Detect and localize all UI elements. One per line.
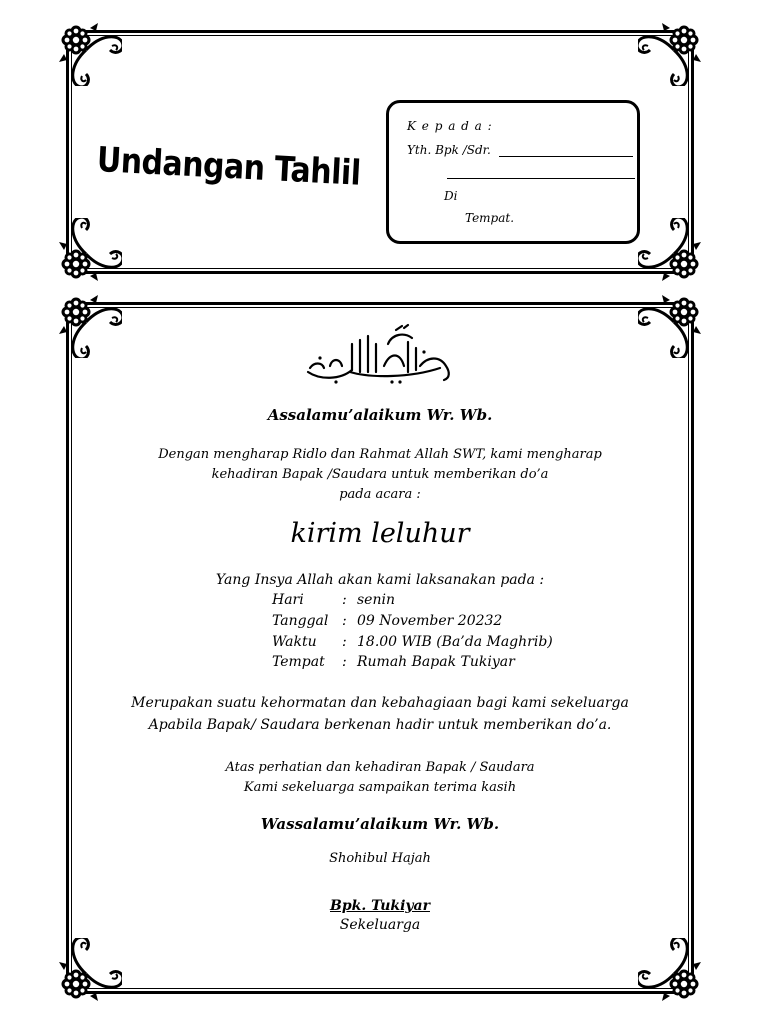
thanks-line-1: Atas perhatian dan kehadiran Bapak / Saudara bbox=[225, 760, 535, 775]
detail-value: 18.00 WIB (Ba’da Maghrib) bbox=[357, 634, 553, 650]
salam-closing: Wassalamu’alaikum Wr. Wb. bbox=[260, 815, 500, 833]
floral-corner-icon bbox=[638, 292, 704, 358]
detail-value: 09 November 20232 bbox=[357, 613, 503, 629]
recipient-line-2 bbox=[447, 165, 635, 179]
recipient-line bbox=[407, 143, 633, 157]
floral-corner-icon bbox=[638, 938, 704, 1004]
detail-value: Rumah Bapak Tukiyar bbox=[357, 654, 515, 670]
detail-row-tanggal bbox=[272, 613, 502, 629]
detail-label: Waktu bbox=[272, 634, 317, 650]
detail-value: senin bbox=[357, 592, 395, 608]
detail-label: Tanggal bbox=[272, 613, 329, 629]
detail-row-hari bbox=[272, 592, 395, 608]
recipient-prefix: Yth. Bpk /Sdr. bbox=[407, 143, 491, 157]
detail-sep: : bbox=[342, 592, 347, 608]
detail-label: Hari bbox=[272, 592, 304, 608]
salam-opening: Assalamu’alaikum Wr. Wb. bbox=[267, 406, 493, 424]
tempat-label: Tempat. bbox=[465, 211, 515, 225]
intro-line-3: pada acara : bbox=[339, 487, 421, 502]
floral-corner-icon bbox=[56, 218, 122, 284]
intro-line-1: Dengan mengharap Ridlo dan Rahmat Allah SWT, kami mengharap bbox=[158, 447, 602, 462]
floral-corner-icon bbox=[56, 938, 122, 1004]
address-box bbox=[386, 100, 640, 244]
floral-corner-icon bbox=[56, 292, 122, 358]
detail-row-tempat bbox=[272, 654, 515, 670]
di-label: Di bbox=[444, 189, 458, 203]
event-name: kirim leluhur bbox=[290, 518, 470, 549]
honor-line-2: Apabila Bapak/ Saudara berkenan hadir untuk memberikan do’a. bbox=[148, 717, 612, 733]
detail-sep: : bbox=[342, 634, 347, 650]
thanks-line-2: Kami sekeluarga sampaikan terima kasih bbox=[243, 780, 517, 795]
to-label: K e p a d a : bbox=[407, 119, 493, 133]
detail-row-waktu bbox=[272, 634, 553, 650]
recipient-blank-2[interactable] bbox=[447, 178, 635, 179]
schedule-intro: Yang Insya Allah akan kami laksanakan pada : bbox=[215, 572, 545, 588]
floral-corner-icon bbox=[56, 20, 122, 86]
recipient-blank[interactable] bbox=[499, 156, 633, 157]
host-label: Shohibul Hajah bbox=[329, 851, 431, 866]
host-family: Sekeluarga bbox=[339, 917, 421, 933]
detail-sep: : bbox=[342, 613, 347, 629]
invitation-title: Undangan Tahlil bbox=[95, 140, 362, 195]
honor-line-1: Merupakan suatu kehormatan dan kebahagiaan bagi kami sekeluarga bbox=[131, 695, 629, 711]
detail-label: Tempat bbox=[272, 654, 325, 670]
bismillah-calligraphy-icon bbox=[300, 322, 460, 390]
detail-sep: : bbox=[342, 654, 347, 670]
intro-line-2: kehadiran Bapak /Saudara untuk memberikan do’a bbox=[211, 467, 549, 482]
floral-corner-icon bbox=[638, 218, 704, 284]
floral-corner-icon bbox=[638, 20, 704, 86]
host-name: Bpk. Tukiyar bbox=[330, 898, 430, 914]
